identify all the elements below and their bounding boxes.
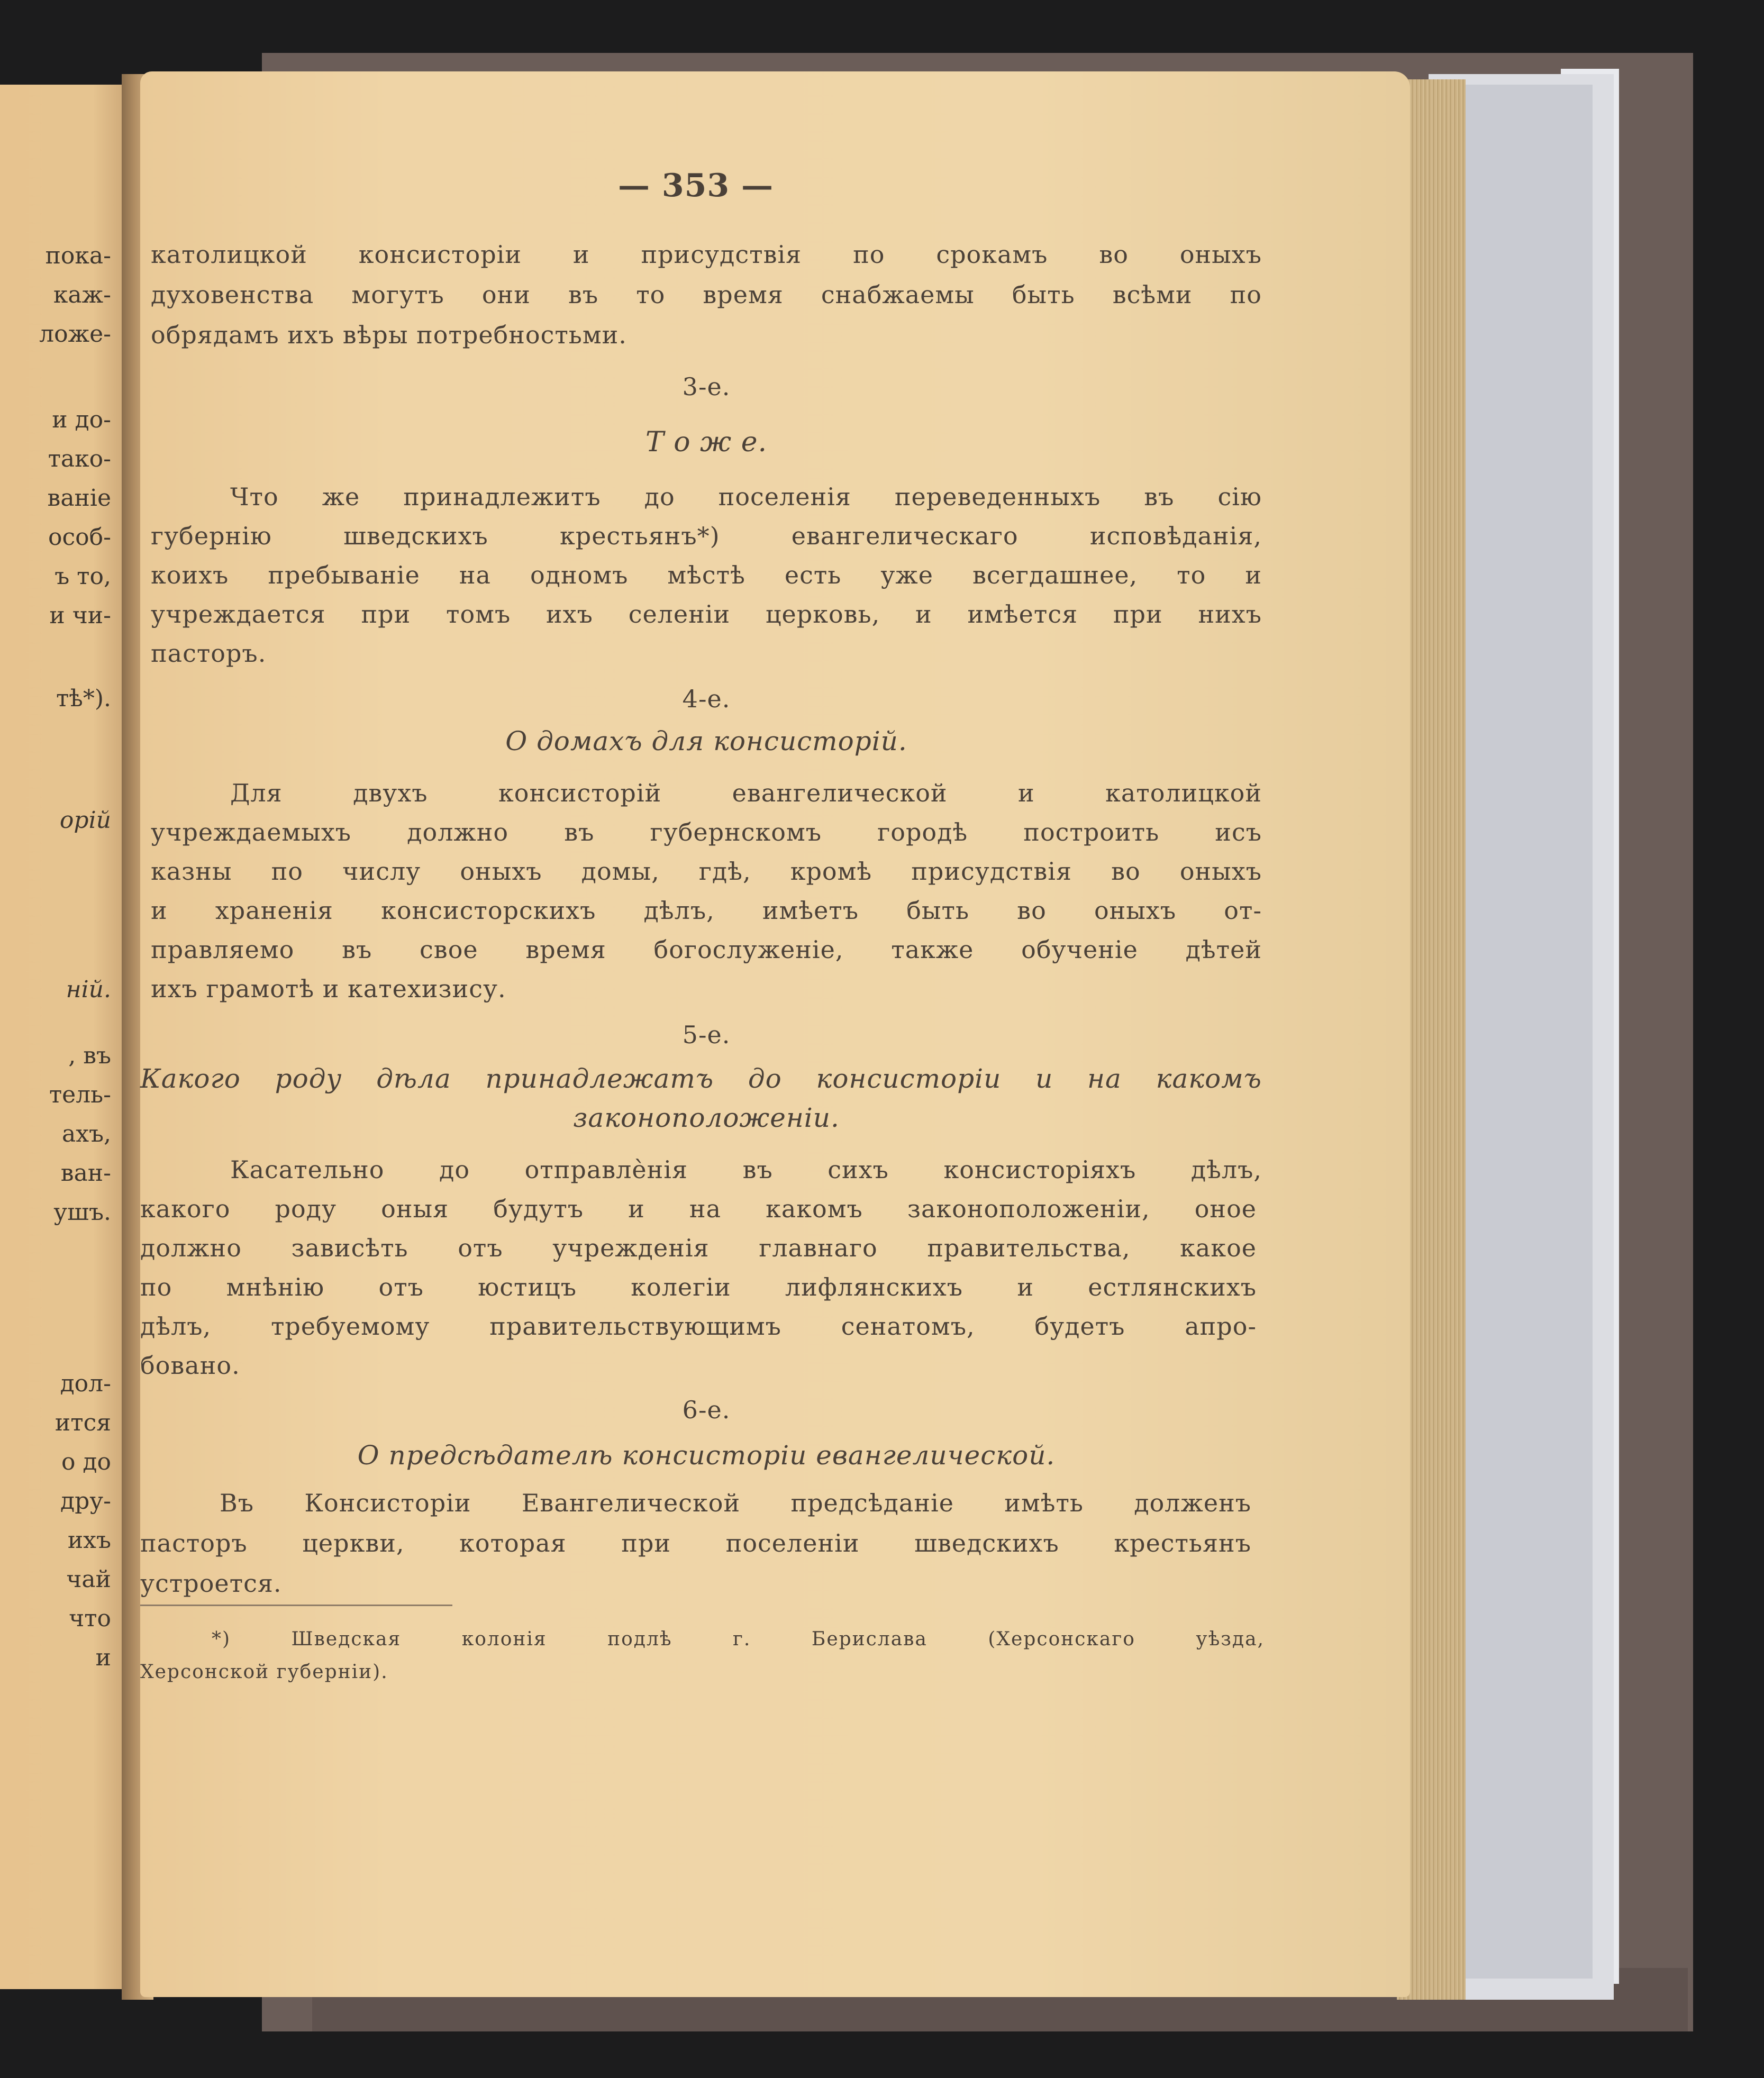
text-line: пасторъ церкви, которая при поселеніи шведскихъ крестьянъ (140, 1529, 1251, 1557)
text-line: какого роду оныя будутъ и на какомъ законоположеніи, оное (140, 1195, 1257, 1223)
left-line: , въ (68, 1042, 111, 1069)
left-line: каж- (53, 281, 111, 308)
previous-page (0, 85, 132, 1989)
left-line: пока- (45, 242, 111, 269)
text-line: учреждается при томъ ихъ селеніи церковь, и имѣется при нихъ (151, 600, 1262, 628)
text-line: коихъ пребываніе на одномъ мѣстѣ есть уже всегдашнее, то и (151, 561, 1262, 589)
text-line: правляемо въ свое время богослуженіе, также обученіе дѣтей (151, 935, 1262, 964)
left-line: ахъ, (61, 1120, 111, 1147)
left-line: ушъ. (53, 1199, 111, 1226)
left-line: ваніе (47, 485, 111, 512)
footnote: Херсонской губерніи). (140, 1661, 388, 1683)
left-line: тѣ*). (56, 685, 111, 712)
section-number: 6-е. (682, 1396, 731, 1424)
text-line: и храненія консисторскихъ дѣлъ, имѣетъ быть во оныхъ от- (151, 896, 1262, 925)
footnote: *) Шведская колонія подлѣ г. Берислава (Херсонскаго уѣзда, (212, 1628, 1265, 1650)
section-number: 5-е. (682, 1020, 731, 1049)
text-line: должно зависѣть отъ учрежденія главнаго правительства, какое (140, 1234, 1257, 1262)
text-line: Что же принадлежитъ до поселенія переведенныхъ въ сію (230, 482, 1262, 511)
left-line: и (95, 1644, 111, 1671)
left-line: тель- (49, 1081, 111, 1108)
text-line: бовано. (140, 1351, 240, 1380)
left-line: ван- (60, 1160, 111, 1187)
left-line: чай (66, 1566, 111, 1593)
section-heading: законоположеніи. (573, 1102, 840, 1133)
left-line: ложе- (39, 321, 111, 348)
text-line: Для двухъ консисторій евангелической и католицкой (230, 779, 1262, 807)
section-number: 4-е. (682, 685, 731, 713)
left-line: дру- (60, 1488, 111, 1515)
text-line: Касательно до отправлѐнія въ сихъ консисторіяхъ дѣлъ, (230, 1155, 1262, 1184)
text-line: дѣлъ, требуемому правительствующимъ сенатомъ, будетъ апро- (140, 1312, 1257, 1341)
book-page (140, 71, 1410, 1997)
insert-sheet-shadow (1460, 85, 1593, 1979)
text-line: по мнѣнію отъ юстицъ колегіи лифлянскихъ и естлянскихъ (140, 1273, 1257, 1301)
left-line: и чи- (49, 602, 111, 629)
left-line: что (69, 1605, 111, 1632)
section-heading: О домахъ для консисторій. (505, 726, 907, 757)
page-number: — 353 — (617, 167, 774, 204)
section-heading: О предсѣдателѣ консисторіи евангелической. (357, 1440, 1056, 1471)
left-line: ихъ (67, 1527, 111, 1554)
section-heading: Какого роду дѣла принадлежатъ до консисторіи и на какомъ (140, 1063, 1262, 1094)
footnote-rule (140, 1605, 452, 1606)
left-line: дол- (60, 1370, 111, 1397)
text-line: казны по числу оныхъ домы, гдѣ, кромѣ присудствія во оныхъ (151, 857, 1262, 886)
section-heading: Т о ж е. (645, 426, 767, 458)
left-line: ъ то, (54, 563, 111, 590)
left-line: ится (54, 1409, 111, 1436)
text-line: католицкой консисторіи и присудствія по срокамъ во оныхъ (151, 240, 1262, 269)
section-number: 3-е. (682, 372, 731, 401)
text-line: устроется. (140, 1569, 282, 1598)
left-line: особ- (48, 524, 111, 551)
left-line: орій (59, 807, 111, 834)
text-line: учреждаемыхъ должно въ губернскомъ городѣ построить исъ (151, 818, 1262, 846)
left-line: о до (61, 1448, 111, 1475)
text-line: губернію шведскихъ крестьянъ*) евангелическаго исповѣданія, (151, 522, 1262, 550)
left-line: ній. (66, 976, 111, 1003)
text-line: ихъ грамотѣ и катехизису. (151, 974, 506, 1003)
text-line: Въ Консисторіи Евангелической предсѣданіе имѣть долженъ (220, 1489, 1251, 1517)
text-line: обрядамъ ихъ вѣры потребностьми. (151, 321, 627, 349)
text-line: пасторъ. (151, 639, 267, 668)
left-line: и до- (52, 406, 111, 433)
left-line: тако- (48, 445, 111, 472)
text-line: духовенства могутъ они въ то время снабжаемы быть всѣми по (151, 280, 1262, 309)
